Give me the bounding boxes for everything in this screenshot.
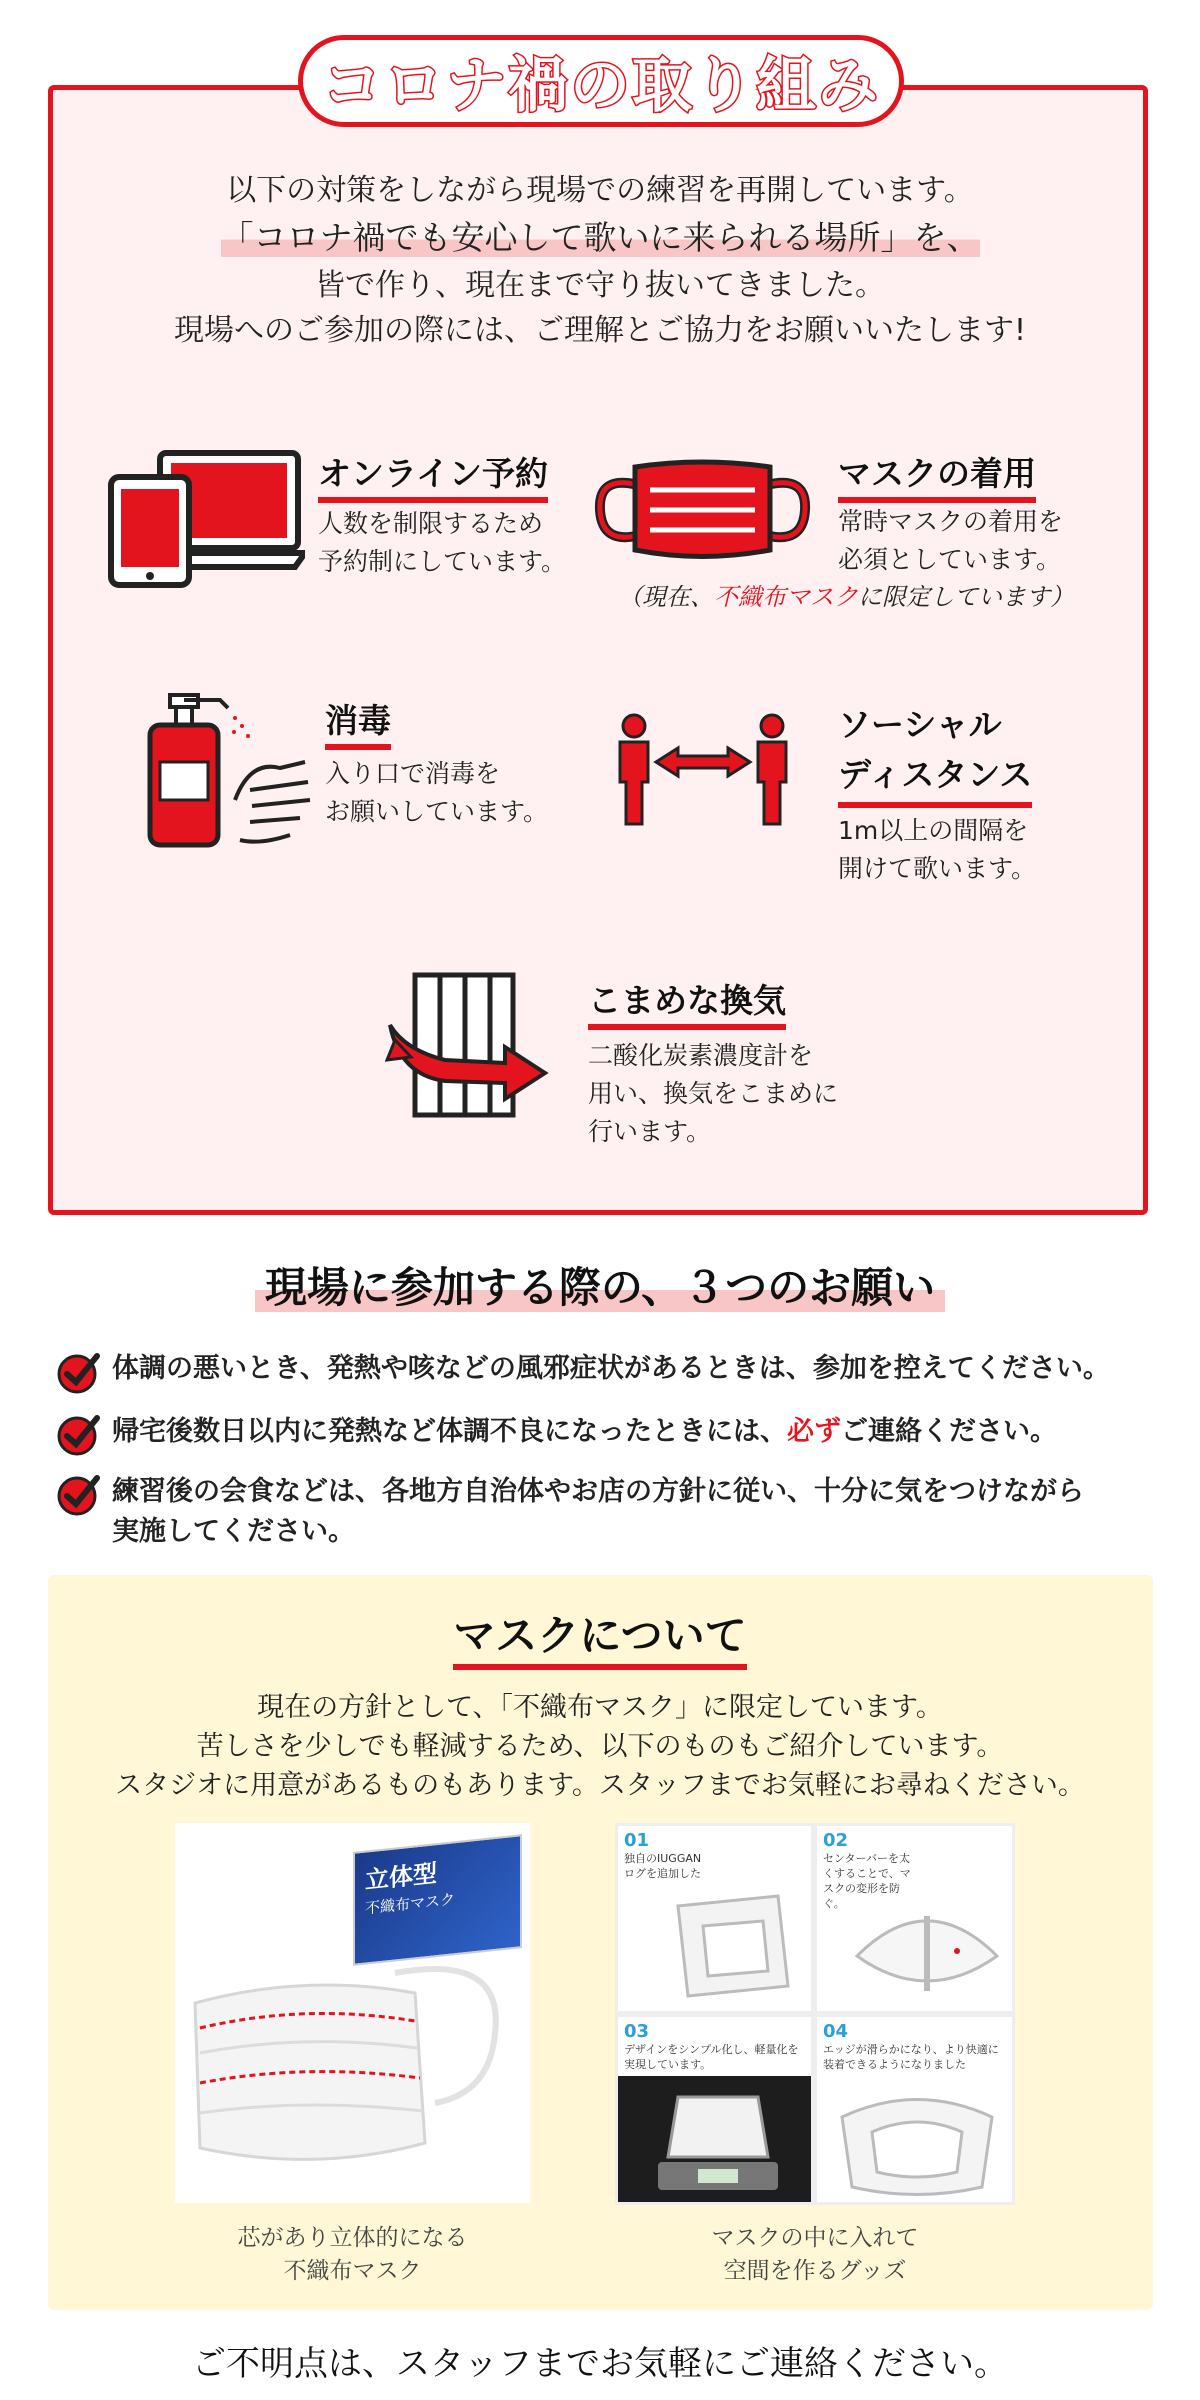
mask-icon <box>590 455 815 565</box>
feature-mask-text: 常時マスクの着用を 必須としています。 <box>838 507 1064 574</box>
section-title: コロナ禍の取り組み <box>322 51 880 121</box>
feature-ventilation-text: 二酸化炭素濃度計を 用い、換気をこまめに 行います。 <box>588 1041 839 1146</box>
bracket-panel-1: 01 独自のIUGGANログを追加した <box>618 1826 811 2011</box>
sanitizer-icon <box>140 690 315 850</box>
mask-line-1: 現在の方針として、「不織布マスク」に限定しています。 <box>257 1692 943 1723</box>
mask-box-package: 立体型 不織布マスク <box>353 1834 522 1966</box>
window-ventilation-icon <box>385 965 550 1125</box>
requests-heading: 現場に参加する際の、３つのお願い <box>150 1255 1050 1315</box>
check-circle-icon <box>57 1412 101 1456</box>
nonwoven-mask-image <box>175 1823 530 2203</box>
footer-contact: ご不明点は、スタッフまでお気軽にご連絡ください。 <box>192 2344 1008 2384</box>
request-item-3: 練習後の会食などは、各地方自治体やお店の方針に従い、十分に気をつけながら 実施してください。 <box>112 1476 1084 1547</box>
intro-line-3: 皆で作り、現在まで守り抜いてきました。 <box>315 268 885 303</box>
check-circle-icon <box>57 1472 101 1516</box>
mask-section-title: マスクについて <box>0 1603 1200 1663</box>
intro-line-4: 現場へのご参加の際には、ご理解とご協力をお願いいたします! <box>173 313 1027 348</box>
feature-distance-text: 1m以上の間隔を 開けて歌います。 <box>838 816 1037 883</box>
feature-online-title: オンライン予約 <box>318 448 548 503</box>
social-distance-icon <box>612 712 794 830</box>
feature-mask-note: （現在、不織布マスクに限定しています） <box>618 583 1074 611</box>
mask-bracket-image <box>615 1823 1015 2205</box>
section-title-badge <box>298 35 904 127</box>
bracket-panel-3: 03 デザインをシンプル化し、軽量化を実現しています。 <box>618 2017 811 2202</box>
caption-left: 芯があり立体的になる 不織布マスク <box>237 2225 468 2284</box>
intro-line-2: 「コロナ禍でも安心して歌いに来られる場所」を、 <box>220 218 980 257</box>
devices-icon <box>105 445 305 590</box>
feature-mask-title: マスクの着用 <box>838 448 1036 503</box>
feature-online-text: 人数を制限するため 予約制にしています。 <box>318 509 567 576</box>
feature-distance-title: ソーシャル ディスタンス <box>838 700 1032 808</box>
white-mask-shape <box>175 1933 530 2203</box>
intro-line-1: 以下の対策をしながら現場での練習を再開しています。 <box>226 173 974 208</box>
bracket-panel-2: 02 センターバーを太くすることで、マスクの変形を防ぐ。 <box>817 1826 1012 2011</box>
request-item-1: 体調の悪いとき、発熱や咳などの風邪症状があるときは、参加を控えてください。 <box>112 1353 1110 1384</box>
check-circle-icon <box>57 1350 101 1394</box>
request-item-2: 帰宅後数日以内に発熱など体調不良になったときには、必ずご連絡ください。 <box>112 1416 1057 1447</box>
feature-disinfect-text: 入り口で消毒を お願いしています。 <box>325 759 549 826</box>
bracket-panel-4: 04 エッジが滑らかになり、より快適に装着できるようになりました <box>817 2017 1012 2202</box>
mask-line-2: 苦しさを少しでも軽減するため、以下のものもご紹介しています。 <box>196 1731 1004 1762</box>
feature-ventilation-title: こまめな換気 <box>588 975 786 1030</box>
feature-disinfect-title: 消毒 <box>325 695 391 750</box>
mask-line-3: スタジオに用意があるものもあります。スタッフまでお気軽にお尋ねください。 <box>115 1770 1085 1801</box>
caption-right: マスクの中に入れて 空間を作るグッズ <box>711 2225 919 2284</box>
